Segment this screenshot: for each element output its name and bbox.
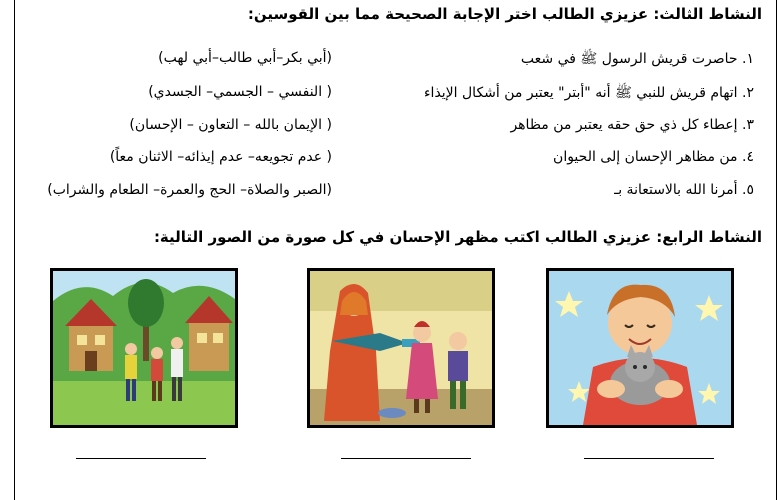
- question-options: ( الإيمان بالله – التعاون – الإحسان): [129, 117, 332, 133]
- picture-village-children: [50, 268, 238, 428]
- page-border-right: [776, 0, 777, 500]
- answer-line-3[interactable]: [584, 458, 714, 459]
- activity4-title: النشاط الرابع: عزيزي الطالب اكتب مظهر الإحسان في كل صورة من الصور التالية:: [153, 228, 762, 246]
- question-2: [20, 84, 762, 106]
- question-options: (أبي بكر–أبي طالب–أبي لهب): [158, 50, 332, 66]
- question-stem: إعطاء كل ذي حق حقه يعتبر من مظاهر: [510, 117, 738, 133]
- question-number: ٢.: [742, 85, 754, 101]
- boy-cat-illustration: [549, 271, 731, 425]
- question-1: [20, 50, 762, 72]
- answer-line-2[interactable]: [341, 458, 471, 459]
- question-stem: اتهام قريش للنبي ﷺ أنه "أبتر" يعتبر من أشكال الإيذاء: [423, 85, 738, 101]
- question-4: [20, 149, 762, 171]
- question-stem: حاصرت قريش الرسول ﷺ في شعب: [520, 51, 738, 67]
- question-stem: من مظاهر الإحسان إلى الحيوان: [553, 149, 738, 165]
- giving-illustration: [310, 271, 492, 425]
- question-5: [20, 182, 762, 204]
- question-options: ( النفسي – الجسمي– الجسدي): [148, 84, 332, 100]
- question-number: ٣.: [742, 117, 754, 133]
- question-options: (الصبر والصلاة– الحج والعمرة– الطعام والشراب): [47, 182, 332, 198]
- question-number: ٥.: [742, 182, 754, 198]
- answer-line-1[interactable]: [76, 458, 206, 459]
- question-number: ٤.: [742, 149, 754, 165]
- page-border-left: [14, 0, 15, 500]
- question-options: ( عدم تجويعه– عدم إيذائه– الاثنان معاً): [109, 149, 332, 165]
- question-stem: أمرنا الله بالاستعانة بـ: [614, 182, 738, 198]
- question-3: [20, 117, 762, 139]
- picture-woman-giving: [307, 268, 495, 428]
- question-number: ١.: [742, 51, 754, 67]
- village-illustration: [53, 271, 235, 425]
- activity3-title: النشاط الثالث: عزيزي الطالب اختر الإجابة الصحيحة مما بين القوسين:: [247, 5, 762, 23]
- picture-boy-cat: [546, 268, 734, 428]
